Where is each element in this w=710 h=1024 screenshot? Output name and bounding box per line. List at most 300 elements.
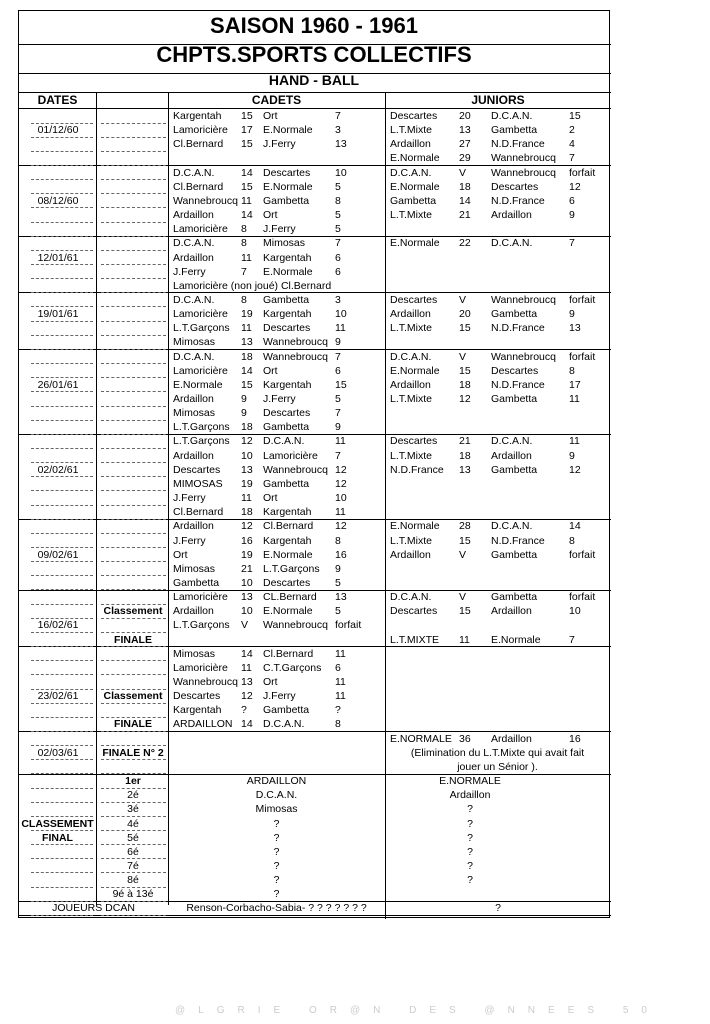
- junior-cell: E.Normale: [390, 520, 440, 533]
- cadet-rank: ?: [273, 859, 280, 872]
- cadet-cell: CL.Bernard: [263, 591, 317, 604]
- junior-cell: D.C.A.N.: [390, 591, 432, 604]
- junior-cell: Ardaillon: [491, 732, 532, 745]
- sport-title: HAND - BALL: [268, 72, 360, 88]
- cadet-cell: 15: [241, 378, 253, 391]
- championship-title: CHPTS.SPORTS COLLECTIFS: [156, 42, 472, 67]
- rule: [31, 236, 93, 237]
- cadet-cell: 10: [241, 576, 253, 589]
- junior-cell: D.C.A.N.: [390, 350, 432, 363]
- rank-label: 9é à 13é: [112, 888, 154, 901]
- junior-cell: Ardaillon: [491, 449, 532, 462]
- rule: [101, 236, 166, 237]
- cadet-cell: 14: [241, 364, 253, 377]
- junior-cell: Descartes: [491, 364, 539, 377]
- rule: [31, 335, 93, 336]
- junior-rank: ?: [467, 859, 473, 872]
- rule: [101, 321, 166, 322]
- cadet-cell: 3: [335, 124, 341, 137]
- cadet-cell: 15: [241, 180, 253, 193]
- junior-cell: E.Normale: [390, 237, 440, 250]
- junior-cell: Descartes: [390, 605, 438, 618]
- cadet-cell: L.T.Garçons: [173, 421, 230, 434]
- rule: [101, 561, 166, 562]
- rule: [101, 391, 166, 392]
- cadet-cell: 19: [241, 548, 253, 561]
- junior-cell: E.Normale: [390, 152, 440, 165]
- junior-cell: 20: [459, 308, 471, 321]
- junior-cell: 13: [459, 463, 471, 476]
- cadet-cell: 12: [335, 520, 347, 533]
- junior-cell: 16: [569, 732, 581, 745]
- cadet-cell: E.Normale: [263, 124, 313, 137]
- junior-cell: 21: [459, 209, 471, 222]
- junior-cell: 12: [569, 180, 581, 193]
- cadet-cell: ?: [335, 704, 341, 717]
- junior-cell: Wannebroucq: [491, 166, 556, 179]
- cadet-cell: 19: [241, 477, 253, 490]
- junior-cell: N.D.France: [491, 194, 545, 207]
- finale-label: FINALE: [114, 633, 152, 646]
- junior-cell: 18: [459, 449, 471, 462]
- rule: [31, 519, 93, 520]
- cadet-cell: Kargentah: [263, 308, 312, 321]
- junior-cell: 10: [569, 605, 581, 618]
- rule: [31, 505, 93, 506]
- junior-cell: Descartes: [390, 293, 438, 306]
- cadet-cell: Wannebroucq: [173, 676, 238, 688]
- cadet-cell: 14: [241, 166, 253, 179]
- junior-cell: D.C.A.N.: [491, 110, 533, 122]
- rule: [101, 462, 166, 463]
- rule: [31, 589, 93, 590]
- cadet-cell: 8: [241, 237, 247, 250]
- rule: [31, 349, 93, 350]
- cadet-cell: 11: [241, 251, 252, 264]
- cadet-cell: Kargentah: [173, 110, 222, 122]
- cadet-cell: 11: [241, 322, 252, 335]
- rule: [101, 179, 166, 180]
- rule: [31, 448, 93, 449]
- cadet-cell: Lamoricière (non joué) Cl.Bernard: [173, 279, 332, 292]
- cadet-cell: 7: [335, 350, 341, 363]
- junior-cell: Descartes: [491, 180, 539, 193]
- junior-cell: 29: [459, 152, 471, 165]
- cadet-cell: Lamoricière: [173, 591, 228, 604]
- rule: [101, 660, 166, 661]
- cadet-cell: Lamoricière: [263, 449, 318, 462]
- cadet-cell: 11: [335, 322, 346, 335]
- cadet-cell: 6: [335, 265, 341, 278]
- cadet-cell: E.Normale: [173, 378, 223, 391]
- cadet-rank: ARDAILLON: [246, 775, 307, 788]
- date-label: 23/02/61: [37, 690, 79, 703]
- junior-cell: Gambetta: [491, 548, 538, 561]
- junior-cell: Ardaillon: [390, 378, 431, 391]
- rule: [19, 44, 611, 45]
- cadet-cell: J.Ferry: [173, 492, 206, 505]
- cadet-cell: Descartes: [263, 166, 311, 179]
- rule: [31, 151, 93, 152]
- rule: [101, 193, 166, 194]
- cadet-cell: Wannebroucq: [263, 619, 328, 632]
- rank-label: 4é: [127, 817, 139, 830]
- rule: [31, 802, 93, 803]
- joueurs-label: JOUEURS DCAN: [52, 902, 135, 915]
- rule: [31, 292, 93, 293]
- cadet-cell: 18: [241, 421, 253, 434]
- cadet-rank: Mimosas: [255, 803, 298, 816]
- junior-cell: 7: [569, 237, 575, 250]
- cadet-cell: Lamoricière: [173, 364, 228, 377]
- junior-cell: 15: [459, 534, 471, 547]
- rule: [31, 731, 93, 732]
- cadet-cell: 18: [241, 350, 253, 363]
- rule: [31, 179, 93, 180]
- cadet-cell: Ardaillon: [173, 520, 214, 533]
- junior-cell: D.C.A.N.: [491, 520, 533, 533]
- cadet-cell: Mimosas: [173, 647, 216, 660]
- junior-cell: E.NORMALE: [390, 732, 452, 745]
- cadet-cell: 19: [241, 308, 253, 321]
- junior-cell: L.T.Mixte: [390, 322, 433, 335]
- cadet-cell: 14: [241, 209, 253, 222]
- junior-cell: L.T.Mixte: [390, 449, 433, 462]
- junior-cell: Gambetta: [491, 591, 538, 604]
- junior-cell: V: [459, 591, 467, 604]
- cadet-cell: Ardaillon: [173, 605, 214, 618]
- cadet-cell: 9: [335, 421, 341, 434]
- rule: [101, 123, 166, 124]
- cadet-cell: 6: [335, 251, 341, 264]
- rank-label: 1er: [125, 775, 141, 788]
- cadet-cell: Lamoricière: [173, 124, 228, 137]
- rule: [101, 250, 166, 251]
- rule: [31, 887, 93, 888]
- cadet-cell: Ort: [263, 209, 278, 222]
- rule: [101, 165, 166, 166]
- junior-cell: 15: [459, 605, 471, 618]
- junior-cell: D.C.A.N.: [491, 435, 533, 448]
- cadet-cell: 3: [335, 293, 341, 306]
- elim-note: jouer un Sénior ).: [457, 760, 538, 773]
- junior-cell: Wannebroucq: [491, 152, 556, 165]
- cadet-cell: 16: [335, 548, 347, 561]
- rule: [101, 519, 166, 520]
- cadet-cell: 11: [335, 676, 346, 688]
- cadet-cell: Wannebroucq: [263, 463, 328, 476]
- cadet-cell: Ort: [263, 492, 278, 505]
- cadet-cell: D.C.A.N.: [263, 718, 305, 731]
- cadet-cell: Descartes: [263, 322, 311, 335]
- cadet-cell: D.C.A.N.: [173, 293, 215, 306]
- cadet-cell: Ort: [263, 364, 278, 377]
- cadet-cell: Kargentah: [263, 534, 312, 547]
- cadet-cell: Mimosas: [263, 237, 306, 250]
- cadet-cell: Kargentah: [263, 506, 312, 519]
- cadet-cell: 11: [241, 661, 252, 674]
- junior-cell: Gambetta: [390, 194, 437, 207]
- junior-cell: N.D.France: [491, 534, 545, 547]
- junior-cell: 11: [569, 393, 580, 405]
- junior-cell: 9: [569, 308, 575, 321]
- cadet-cell: Lamoricière: [173, 308, 228, 321]
- cadet-cell: Lamoricière: [173, 223, 228, 236]
- cadet-cell: 8: [335, 718, 341, 731]
- junior-cell: V: [459, 350, 467, 363]
- cadet-cell: 13: [335, 591, 347, 604]
- cadet-cell: 9: [335, 562, 341, 575]
- rule: [101, 674, 166, 675]
- cadet-cell: Gambetta: [263, 194, 310, 207]
- finale-label: FINALE: [114, 718, 152, 731]
- cadet-cell: Wannebroucq: [173, 194, 238, 207]
- cadet-cell: 7: [241, 265, 247, 278]
- cadet-cell: 9: [241, 407, 247, 420]
- cadet-cell: Gambetta: [263, 421, 310, 434]
- junior-rank: ?: [467, 874, 473, 887]
- cadets-header: CADETS: [251, 93, 302, 107]
- junior-cell: forfait: [569, 591, 596, 604]
- cadet-cell: MIMOSAS: [173, 477, 223, 490]
- cadet-cell: 12: [241, 435, 253, 448]
- rule: [31, 773, 93, 774]
- junior-cell: Gambetta: [491, 393, 538, 405]
- rule: [31, 165, 93, 166]
- rank-label: 3é: [127, 803, 139, 816]
- cadet-cell: Ardaillon: [173, 209, 214, 222]
- cadet-cell: 11: [335, 506, 346, 519]
- cadet-cell: D.C.A.N.: [173, 166, 215, 179]
- cadet-cell: Mimosas: [173, 407, 216, 420]
- cadet-cell: L.T.Garçons: [173, 435, 230, 448]
- cadet-cell: J.Ferry: [263, 223, 296, 236]
- junior-cell: 27: [459, 138, 471, 151]
- date-label: 26/01/61: [37, 378, 79, 391]
- rule: [31, 575, 93, 576]
- cadet-cell: 13: [241, 463, 253, 476]
- cadet-cell: 10: [241, 605, 253, 618]
- cadet-cell: Ort: [263, 676, 278, 688]
- cadet-cell: 9: [241, 393, 247, 405]
- cadet-cell: Cl.Bernard: [173, 180, 224, 193]
- cadet-cell: 7: [335, 449, 341, 462]
- cadet-cell: E.Normale: [263, 548, 313, 561]
- classement-final-label: CLASSEMENT: [21, 817, 94, 830]
- cadet-cell: L.T.Garçons: [263, 562, 320, 575]
- cadet-cell: 8: [241, 293, 247, 306]
- junior-cell: 12: [459, 393, 471, 405]
- date-label: 09/02/61: [37, 548, 79, 561]
- junior-cell: 20: [459, 110, 471, 122]
- junior-cell: Gambetta: [491, 124, 538, 137]
- rule: [101, 151, 166, 152]
- cadet-rank: ?: [273, 845, 280, 858]
- cadet-cell: 15: [335, 378, 347, 391]
- junior-cell: V: [459, 166, 467, 179]
- date-label: 01/12/60: [37, 124, 79, 137]
- rule: [31, 788, 93, 789]
- junior-cell: 13: [459, 124, 471, 137]
- junior-cell: N.D.France: [491, 378, 545, 391]
- date-label: 02/02/61: [37, 463, 79, 476]
- cadet-cell: L.T.Garçons: [173, 322, 230, 335]
- junior-cell: L.T.Mixte: [390, 393, 433, 405]
- cadet-cell: 12: [335, 463, 347, 476]
- watermark: @LGRIE OR@N DES @NNEES 50: [175, 1005, 660, 1016]
- cadet-cell: Descartes: [173, 463, 221, 476]
- cadet-cell: J.Ferry: [263, 138, 296, 151]
- cadet-cell: 12: [241, 520, 253, 533]
- cadet-rank: ?: [273, 888, 280, 901]
- junior-cell: 8: [569, 534, 575, 547]
- finale2-label: FINALE N° 2: [102, 746, 164, 759]
- cadet-rank: D.C.A.N.: [255, 789, 298, 802]
- junior-cell: 9: [569, 449, 575, 462]
- rule: [31, 858, 93, 859]
- junior-cell: 14: [459, 194, 471, 207]
- rule: [101, 490, 166, 491]
- junior-cell: Descartes: [390, 110, 438, 122]
- rule: [31, 490, 93, 491]
- cadet-cell: 8: [241, 223, 247, 236]
- rule: [31, 434, 93, 435]
- rule: [101, 292, 166, 293]
- joueurs-juniors: ?: [495, 902, 501, 915]
- rank-label: 5é: [127, 831, 139, 844]
- cadet-cell: 10: [335, 308, 347, 321]
- rule: [31, 674, 93, 675]
- junior-cell: E.Normale: [390, 180, 440, 193]
- cadet-cell: Lamoricière: [173, 661, 228, 674]
- cadet-cell: ?: [241, 704, 247, 717]
- rule: [101, 349, 166, 350]
- junior-cell: 4: [569, 138, 575, 151]
- rule: [31, 660, 93, 661]
- rank-label: 2é: [127, 789, 139, 802]
- cadet-cell: Ort: [263, 110, 278, 122]
- cadet-cell: 5: [335, 209, 341, 222]
- junior-cell: 28: [459, 520, 471, 533]
- junior-cell: 21: [459, 435, 471, 448]
- cadet-cell: 13: [241, 336, 253, 349]
- cadet-cell: Cl.Bernard: [263, 520, 314, 533]
- rule: [31, 646, 93, 647]
- junior-cell: E.Normale: [491, 633, 541, 646]
- cadet-cell: Gambetta: [263, 477, 310, 490]
- junior-cell: 18: [459, 378, 471, 391]
- junior-cell: N.D.France: [491, 322, 545, 335]
- junior-cell: D.C.A.N.: [390, 166, 432, 179]
- junior-cell: 7: [569, 152, 575, 165]
- rule: [101, 434, 166, 435]
- junior-cell: 6: [569, 194, 575, 207]
- rule: [101, 476, 166, 477]
- rule: [101, 222, 166, 223]
- cadet-cell: 5: [335, 393, 341, 405]
- junior-cell: 14: [569, 520, 581, 533]
- elim-note: (Elimination du L.T.Mixte qui avait fait: [410, 746, 585, 759]
- junior-cell: L.T.Mixte: [390, 209, 433, 222]
- cadet-cell: J.Ferry: [173, 265, 206, 278]
- junior-cell: Gambetta: [491, 463, 538, 476]
- classement-final-label: FINAL: [42, 831, 73, 844]
- junior-cell: L.T.Mixte: [390, 534, 433, 547]
- rule: [31, 872, 93, 873]
- junior-rank: Ardaillon: [449, 789, 491, 802]
- cadet-cell: Ort: [173, 548, 188, 561]
- cadet-cell: 11: [335, 435, 346, 448]
- cadet-cell: Descartes: [173, 690, 221, 703]
- cadet-cell: Ardaillon: [173, 251, 214, 264]
- cadet-cell: 7: [335, 237, 341, 250]
- junior-cell: 11: [569, 435, 580, 448]
- cadet-cell: E.Normale: [263, 180, 313, 193]
- junior-cell: Wannebroucq: [491, 293, 556, 306]
- cadet-cell: Cl.Bernard: [263, 647, 314, 660]
- rank-label: 8é: [127, 874, 139, 887]
- rule: [101, 377, 166, 378]
- cadet-cell: C.T.Garçons: [263, 661, 322, 674]
- rule: [101, 335, 166, 336]
- cadet-cell: 15: [241, 110, 253, 122]
- junior-cell: forfait: [569, 166, 596, 179]
- rule: [31, 604, 93, 605]
- cadet-cell: 13: [335, 138, 347, 151]
- cadet-cell: Mimosas: [173, 336, 216, 349]
- rule: [19, 108, 611, 109]
- date-label: 19/01/61: [37, 308, 79, 321]
- rule: [101, 547, 166, 548]
- junior-cell: 9: [569, 209, 575, 222]
- cadet-cell: 14: [241, 718, 253, 731]
- junior-cell: Ardaillon: [390, 548, 431, 561]
- rule: [31, 222, 93, 223]
- junior-cell: Ardaillon: [491, 605, 532, 618]
- date-label: 02/03/61: [37, 746, 79, 759]
- junior-cell: 2: [569, 124, 575, 137]
- results-sheet: [18, 10, 610, 918]
- classement-label: Classement: [103, 690, 163, 703]
- junior-rank: E.NORMALE: [439, 775, 501, 788]
- junior-cell: 18: [459, 180, 471, 193]
- cadet-cell: 10: [335, 166, 347, 179]
- rank-label: 7é: [127, 859, 139, 872]
- junior-cell: N.D.France: [491, 138, 545, 151]
- cadet-cell: 11: [335, 690, 346, 703]
- cadet-cell: 5: [335, 605, 341, 618]
- junior-cell: 7: [569, 633, 575, 646]
- cadet-cell: Cl.Bernard: [173, 506, 224, 519]
- cadet-cell: 16: [241, 534, 253, 547]
- date-label: 16/02/61: [37, 619, 79, 632]
- cadet-cell: 7: [335, 407, 341, 420]
- cadet-cell: Descartes: [263, 407, 311, 420]
- cadet-cell: 13: [241, 676, 253, 688]
- season-title: SAISON 1960 - 1961: [210, 13, 418, 38]
- rule: [101, 306, 166, 307]
- cadet-cell: 11: [335, 647, 346, 660]
- rule: [101, 420, 166, 421]
- junior-cell: 12: [569, 463, 581, 476]
- cadet-cell: 8: [335, 534, 341, 547]
- date-label: 12/01/61: [37, 251, 79, 264]
- cadet-cell: J.Ferry: [263, 690, 296, 703]
- rule: [31, 533, 93, 534]
- date-label: 08/12/60: [37, 194, 79, 207]
- cadet-cell: E.Normale: [263, 605, 313, 618]
- rule: [19, 73, 611, 74]
